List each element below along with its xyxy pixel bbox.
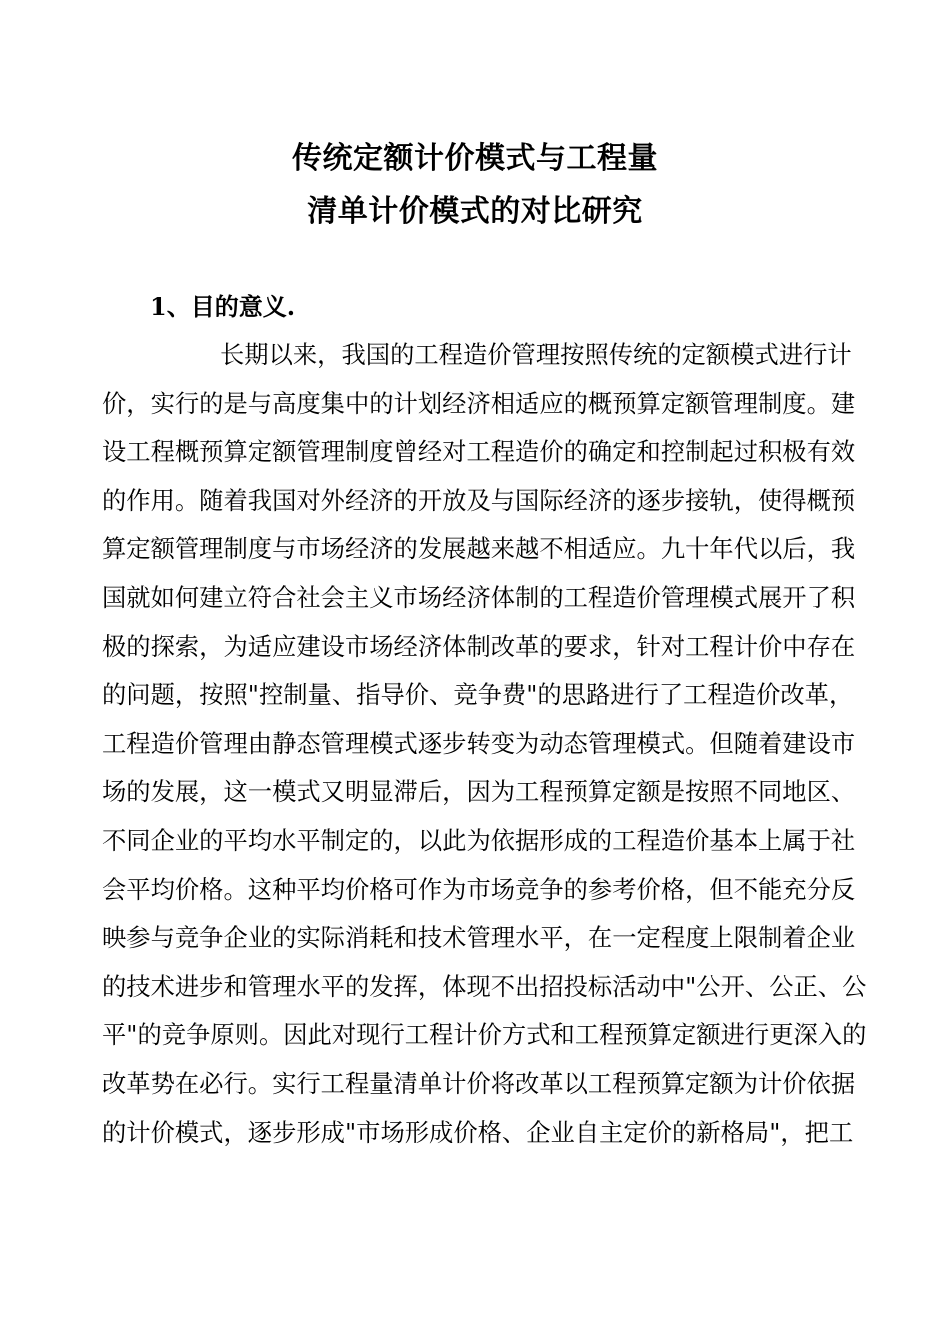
paragraph-line: 会平均价格。这种平均价格可作为市场竞争的参考价格，但不能充分反 — [102, 874, 856, 904]
paragraph-line: 的技术进步和管理水平的发挥，体现不出招投标活动中"公开、公正、公 — [102, 971, 867, 1001]
paragraph-line: 改革势在必行。实行工程量清单计价将改革以工程预算定额为计价依据 — [102, 1068, 856, 1098]
paragraph-line: 场的发展，这一模式又明显滞后，因为工程预算定额是按照不同地区、 — [102, 777, 856, 807]
paragraph-line: 不同企业的平均水平制定的，以此为依据形成的工程造价基本上属于社 — [102, 825, 856, 855]
paragraph-line: 的计价模式，逐步形成"市场形成价格、企业自主定价的新格局"，把工 — [102, 1117, 854, 1147]
paragraph-line: 算定额管理制度与市场经济的发展越来越不相适应。九十年代以后，我 — [102, 534, 856, 564]
paragraph-line: 价，实行的是与高度集中的计划经济相适应的概预算定额管理制度。建 — [102, 388, 856, 418]
document-title-line-1: 传统定额计价模式与工程量 — [292, 141, 658, 176]
paragraph-line: 国就如何建立符合社会主义市场经济体制的工程造价管理模式展开了积 — [102, 582, 856, 612]
paragraph-line: 工程造价管理由静态管理模式逐步转变为动态管理模式。但随着建设市 — [102, 728, 856, 758]
paragraph-line: 的作用。随着我国对外经济的开放及与国际经济的逐步接轨，使得概预 — [102, 485, 856, 515]
section-heading: 1、目的意义. — [150, 292, 296, 321]
paragraph-line: 平"的竞争原则。因此对现行工程计价方式和工程预算定额进行更深入的 — [102, 1020, 867, 1050]
paragraph-line: 长期以来，我国的工程造价管理按照传统的定额模式进行计 — [220, 340, 852, 369]
paragraph-line: 的问题，按照"控制量、指导价、竞争费"的思路进行了工程造价改革， — [102, 680, 854, 710]
paragraph-line: 设工程概预算定额管理制度曾经对工程造价的确定和控制起过积极有效 — [102, 437, 856, 467]
body-paragraph — [102, 331, 867, 1157]
document-title-line-2: 清单计价模式的对比研究 — [307, 194, 643, 229]
paragraph-line: 映参与竞争企业的实际消耗和技术管理水平，在一定程度上限制着企业 — [102, 923, 856, 953]
paragraph-line: 极的探索，为适应建设市场经济体制改革的要求，针对工程计价中存在 — [102, 631, 856, 661]
